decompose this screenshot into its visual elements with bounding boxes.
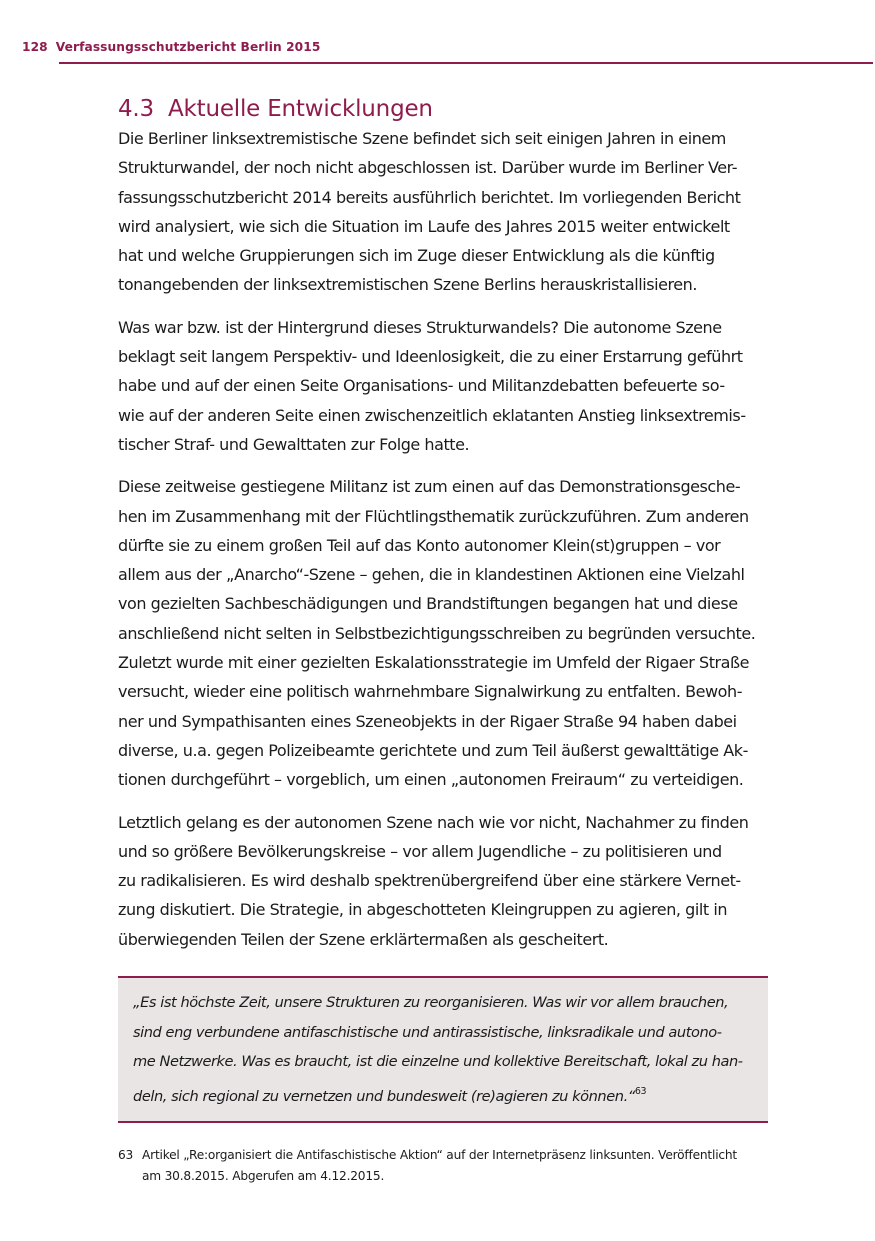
paragraph-line: zu radikalisieren. Es wird deshalb spektrenübergreifend über eine stärkere Vernet- xyxy=(118,871,741,891)
paragraph-line: versucht, wieder eine politisch wahrnehmbare Signalwirkung zu entfalten. Bewoh- xyxy=(118,682,743,702)
section-title: Aktuelle Entwicklungen xyxy=(167,96,433,122)
quote-box xyxy=(118,976,768,1123)
footnote-reference: 63 xyxy=(634,1085,647,1097)
section-heading xyxy=(118,96,768,122)
paragraph-line: allem aus der „Anarcho“-Szene – gehen, die in klandestinen Aktionen eine Vielzahl xyxy=(118,565,745,585)
paragraph-line: hen im Zusammenhang mit der Flüchtlingsthematik zurückzuführen. Zum anderen xyxy=(118,506,749,526)
paragraph xyxy=(118,472,768,794)
running-header xyxy=(22,40,320,54)
header-rule xyxy=(59,62,873,64)
paragraph-line: überwiegenden Teilen der Szene erklärtermaßen als gescheitert. xyxy=(118,929,609,949)
paragraph xyxy=(118,808,768,954)
paragraph xyxy=(118,313,768,459)
quote-line: me Netzwerke. Was es braucht, ist die einzelne und kollektive Bereitschaft, lokal zu han- xyxy=(133,1053,743,1071)
page-number: 128 xyxy=(22,40,48,54)
paragraph-line: tischer Straf- und Gewalttaten zur Folge hatte. xyxy=(118,434,470,454)
paragraph-line: hat und welche Gruppierungen sich im Zuge dieser Entwicklung als die künftig xyxy=(118,246,715,266)
paragraph-line: und so größere Bevölkerungskreise – vor allem Jugendliche – zu politisieren und xyxy=(118,841,722,861)
paragraph-line: Was war bzw. ist der Hintergrund dieses Strukturwandels? Die autonome Szene xyxy=(118,317,722,337)
paragraph-line: Letztlich gelang es der autonomen Szene nach wie vor nicht, Nachahmer zu finden xyxy=(118,812,749,832)
paragraph-line: wird analysiert, wie sich die Situation im Laufe des Jahres 2015 weiter entwickelt xyxy=(118,216,730,236)
paragraph xyxy=(118,124,768,300)
page-body xyxy=(118,96,768,1186)
paragraph-line: zung diskutiert. Die Strategie, in abgeschotteten Kleingruppen zu agieren, gilt in xyxy=(118,900,728,920)
paragraph-line: tionen durchgeführt – vorgeblich, um einen „autonomen Freiraum“ zu verteidigen. xyxy=(118,770,744,790)
quote-line: sind eng verbundene antifaschistische und antirassistische, linksradikale und autono- xyxy=(133,1023,722,1041)
paragraph-line: Die Berliner linksextremistische Szene befindet sich seit einigen Jahren in einem xyxy=(118,129,726,148)
quote-text xyxy=(133,988,754,1111)
quote-line: deln, sich regional zu vernetzen und bundesweit (re)agieren zu können.“ xyxy=(133,1087,635,1105)
paragraph-line: Zuletzt wurde mit einer gezielten Eskalationsstrategie im Umfeld der Rigaer Straße xyxy=(118,653,750,673)
paragraph-line: von gezielten Sachbeschädigungen und Brandstiftungen begangen hat und diese xyxy=(118,594,738,614)
footnote xyxy=(118,1145,768,1186)
footnote-text-line: Artikel „Re:organisiert die Antifaschistische Aktion“ auf der Internetpräsenz linksunten. Veröffentlicht xyxy=(142,1148,737,1163)
paragraph-line: tonangebenden der linksextremistischen Szene Berlins herauskristallisieren. xyxy=(118,275,697,295)
paragraph-line: beklagt seit langem Perspektiv- und Ideenlosigkeit, die zu einer Erstarrung geführt xyxy=(118,347,743,367)
paragraph-line: dürfte sie zu einem großen Teil auf das Konto autonomer Klein(st)gruppen – vor xyxy=(118,535,721,555)
footnote-number: 63 xyxy=(118,1148,134,1163)
paragraph-line: ner und Sympathisanten eines Szeneobjekts in der Rigaer Straße 94 haben dabei xyxy=(118,711,737,731)
paragraph-line: diverse, u.a. gegen Polizeibeamte gerichtete und zum Teil äußerst gewalttätige Ak- xyxy=(118,740,748,760)
quote-line-last xyxy=(133,1077,754,1112)
footnote-text-line: am 30.8.2015. Abgerufen am 4.12.2015. xyxy=(142,1168,385,1183)
paragraph-line: Diese zeitweise gestiegene Militanz ist zum einen auf das Demonstrationsgesche- xyxy=(118,477,741,497)
running-title: Verfassungsschutzbericht Berlin 2015 xyxy=(55,40,321,54)
body-text xyxy=(118,124,768,954)
paragraph-line: wie auf der anderen Seite einen zwischenzeitlich eklatanten Anstieg linksextremis- xyxy=(118,405,746,425)
paragraph-line: fassungsschutzbericht 2014 bereits ausführlich berichtet. Im vorliegenden Bericht xyxy=(118,187,741,207)
section-number: 4.3 xyxy=(118,96,154,122)
quote-line: „Es ist höchste Zeit, unsere Strukturen zu reorganisieren. Was wir vor allem brauchen, xyxy=(133,994,729,1012)
paragraph-line: Strukturwandel, der noch nicht abgeschlossen ist. Darüber wurde im Berliner Ver- xyxy=(118,158,738,178)
paragraph-line: habe und auf der einen Seite Organisations- und Militanzdebatten befeuerte so- xyxy=(118,376,725,396)
paragraph-line: anschließend nicht selten in Selbstbezichtigungsschreiben zu begründen versuchte. xyxy=(118,623,756,643)
